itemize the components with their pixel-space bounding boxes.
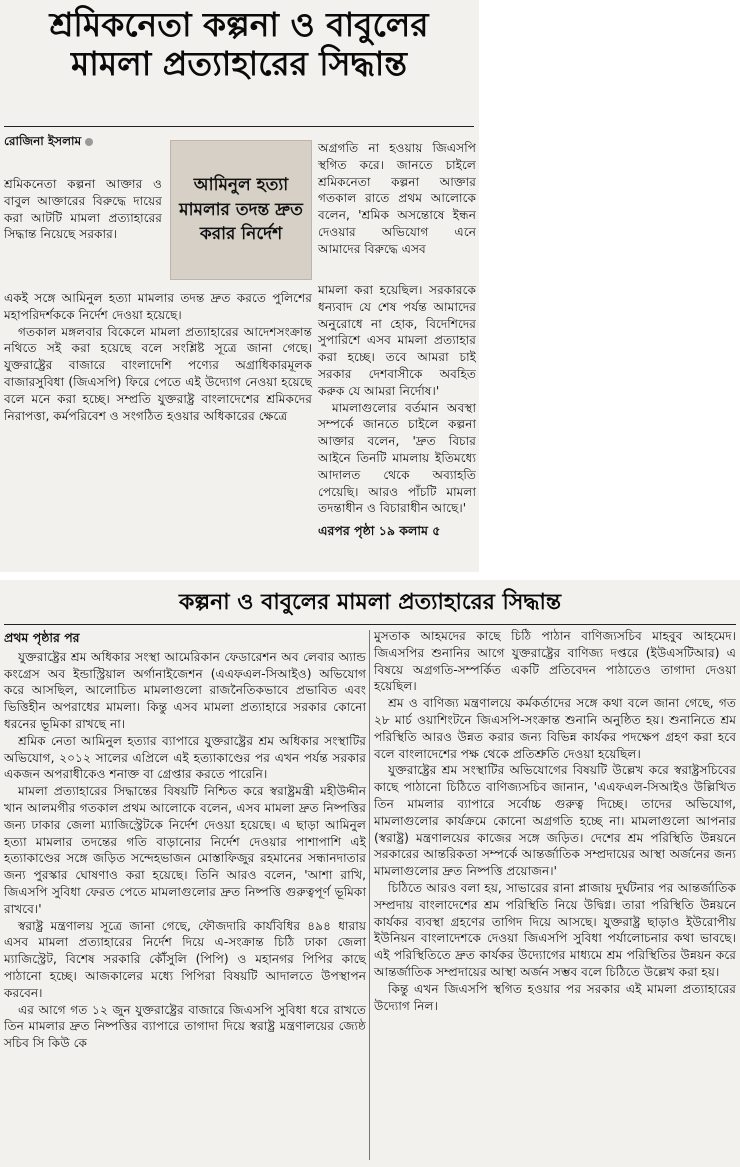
front-page-clipping [0,0,479,572]
continuation-headline: কল্পনা ও বাবুলের মামলা প্রত্যাহারের সিদ্ধান্ত [178,590,562,615]
paragraph: স্বরাষ্ট্র মন্ত্রণালয় সূত্রে জানা গেছে, ফৌজদারি কার্যবিধির ৪৯৪ ধারায় এসব মামলা প্রত্যাহারের নির্দেশ দিয়ে এ-সংক্রান্ত চিঠি ঢাকা জেলা ম্যাজিস্ট্রেট, বিশেষ সরকারি কৌঁসুলি (পিপি) ও মহানগর পিপির কাছে পাঠানো হচ্ছে। আজকালের মধ্যে পিপিরা বিষয়টি আদালতে উপস্থাপন করবেন। [4,918,366,1000]
byline-dot-icon [85,138,93,146]
paragraph: যুক্তরাষ্ট্রের শ্রম সংস্থাটির অভিযোগের বিষয়টি উল্লেখ করে স্বরাষ্ট্রসচিবের কাছে পাঠানো চিঠিতে বাণিজ্যসচিব জানান, 'এএফএল-সিআইও উল্লিখিত তিন মামলার ব্যাপারে সর্বোচ্চ গুরুত্ব দিচ্ছে। তাদের অভিযোগ, মামলাগুলোর কার্যক্রমে কোনো অগ্রগতি হচ্ছে না। মামলাগুলো আপনার (স্বরাষ্ট্র) মন্ত্রণালয়ের কাজের সঙ্গে জড়িত। দেশের শ্রম পরিস্থিতি উন্নয়নে সরকারের আন্তরিকতা সম্পর্কে আন্তর্জাতিক সম্প্রদায়ের আস্থা অর্জনের জন্য মামলাগুলোর দ্রুত নিষ্পত্তি প্রয়োজন।' [374,763,736,879]
paragraph: শ্রমিক নেতা আমিনুল হত্যার ব্যাপারে যুক্তরাষ্ট্রের শ্রম অধিকার সংস্থাটির অভিযোগ, ২০১২ সালের এপ্রিলে এই হত্যাকাণ্ডের পর এখন পর্যন্ত সরকার একজন অপরাধীকেও শনাক্ত বা গ্রেপ্তার করতে পারেনি। [4,733,366,782]
front-col-right-bottom [318,282,476,540]
byline [4,133,93,153]
continuation-col-right [374,628,736,1014]
paragraph: মামলা প্রত্যাহারের সিদ্ধান্তের বিষয়টি নিশ্চিত করে স্বরাষ্ট্রমন্ত্রী মহীউদ্দীন খান আলমগীর গতকাল প্রথম আলোকে বলেন, এসব মামলা দ্রুত নিষ্পত্তির জন্য ঢাকার জেলা ম্যাজিস্ট্রেটকে নির্দেশ দেওয়া হয়েছে। এ ছাড়া আমিনুল হত্যা মামলার তদন্তের গতি বাড়ানোর নির্দেশ দেওয়ার পাশাপাশি এই হত্যাকাণ্ডের সঙ্গে জড়িত সন্দেহভাজন মোস্তাফিজুর রহমানের সন্ধানদাতার জন্য পুরস্কার ঘোষণাও করা হয়েছে। তিনি আরও বলেন, 'আশা রাখি, জিএসপি সুবিধা ফেরত পেতে মামলাগুলোর দ্রুত নিষ্পত্তি গুরুত্বপূর্ণ ভূমিকা রাখবে।' [4,784,366,916]
paragraph: একই সঙ্গে আমিনুল হত্যা মামলার তদন্ত দ্রুত করতে পুলিশের মহাপরিদর্শককে নির্দেশ দেওয়া হয়েছে। [4,291,312,322]
pull-quote-box [170,140,312,280]
paragraph: এর আগে গত ১২ জুন যুক্তরাষ্ট্রের বাজারে জিএসপি সুবিধা ধরে রাখতে তিন মামলার দ্রুত নিষ্পত্তির ব্যাপারে তাগাদা দিয়ে স্বরাষ্ট্র মন্ত্রণালয়ের জ্যেষ্ঠ সচিব সি কিউ কে [4,1002,366,1051]
paragraph: গতকাল মঙ্গলবার বিকেলে মামলা প্রত্যাহারের আদেশসংক্রান্ত নথিতে সই করা হয়েছে বলে সংশ্লিষ্ট সূত্রে জানা গেছে। যুক্তরাষ্ট্রের বাজারে বাংলাদেশি পণ্যের অগ্রাধিকারমূলক বাজারসুবিধা (জিএসপি) ফিরে পেতে এই উদ্যোগ নেওয়া হয়েছে বলে মনে করা হচ্ছে। সম্প্রতি যুক্তরাষ্ট্র বাংলাদেশের শ্রমিকদের নিরাপত্তা, কর্মপরিবেশ ও সংগঠিত হওয়ার অধিকারের ক্ষেত্রে [4,324,312,423]
continuation-clipping [0,580,740,1167]
front-col-right-top [318,140,476,258]
paragraph: মামলাগুলোর বর্তমান অবস্থা সম্পর্কে জানতে চাইলে কল্পনা আক্তার বলেন, 'দ্রুত বিচার আইনে তিনটি মামলায় ইতিমধ্যে আদালত থেকে অব্যাহতি পেয়েছি। আরও পাঁচটি মামলা তদন্তাধীন ও বিচারাধীন আছে।' [318,400,476,516]
byline-author: রোজিনা ইসলাম [4,134,82,148]
paragraph: চিঠিতে আরও বলা হয়, সাভারের রানা প্লাজায় দুর্ঘটনার পর আন্তর্জাতিক সম্প্রদায় বাংলাদেশের শ্রম পরিস্থিতি নিয়ে উদ্বিগ্ন। তারা পরিস্থিতি উন্নয়নে কার্যকর ব্যবস্থা গ্রহণের তাগিদ দিয়ে আসছে। যুক্তরাষ্ট্র ছাড়াও ইউরোপীয় ইউনিয়ন বাংলাদেশকে দেওয়া জিএসপি সুবিধা পর্যালোচনার কথা ভাবছে। এই পরিস্থিতিতে দ্রুত কার্যকর উদ্যোগের মাধ্যমে শ্রম পরিস্থিতির উন্নয়ন করে আন্তর্জাতিক সম্প্রদায়ের আস্থা অর্জন সম্ভব বলে চিঠিতে উল্লেখ করা হয়। [374,880,736,979]
front-page-headline: শ্রমিকনেতা কল্পনা ও বাবুলের মামলা প্রত্যাহারের সিদ্ধান্ত [49,5,429,83]
continued-on-label: এরপর পৃষ্ঠা ১৯ কলাম ৫ [318,523,441,539]
paragraph: শ্রম ও বাণিজ্য মন্ত্রণালয়ে কর্মকর্তাদের সঙ্গে কথা বলে জানা গেছে, গত ২৮ মার্চ ওয়াশিংটনে জিএসপি-সংক্রান্ত শুনানি অনুষ্ঠিত হয়। শুনানিতে শ্রম পরিস্থিতি আরও উন্নত করার জন্য বিভিন্ন কার্যকর পদক্ষেপ গ্রহণ করা হবে বলে বাংলাদেশের পক্ষ থেকে প্রতিশ্রুতি দেওয়া হয়েছিল। [374,696,736,761]
paragraph: কিন্তু এখন জিএসপি স্থগিত হওয়ার পর সরকার এই মামলা প্রত্যাহারের উদ্যোগ নিল। [374,981,736,1013]
paragraph: অগ্রগতি না হওয়ায় জিএসপি স্থগিত করে। জানতে চাইলে শ্রমিকনেতা কল্পনা আক্তার গতকাল রাতে প্রথম আলোকে বলেন, 'শ্রমিক অসন্তোষে ইন্ধন দেওয়ার অভিযোগ এনে আমাদের বিরুদ্ধে এসব [318,141,476,256]
continuation-col-left [4,630,366,1052]
pull-quote-text: আমিনুল হত্যা মামলার তদন্ত দ্রুত করার নির্দেশ [179,175,303,245]
column-divider [369,630,370,1160]
front-col-left-top [4,176,162,243]
paragraph: মামলা করা হয়েছিল। সরকারকে ধন্যবাদ যে শেষ পর্যন্ত আমাদের অনুরোধে না হোক, বিদেশিদের সুপারিশে এসব মামলা প্রত্যাহার করা হচ্ছে। তবে আমরা চাই সরকার দেশবাসীকে অবহিত করুক যে আমরা নির্দোষ।' [318,283,476,398]
headline-divider [4,624,736,625]
paragraph: শ্রমিকনেতা কল্পনা আক্তার ও বাবুল আক্তারের বিরুদ্ধে দায়ের করা আটটি মামলা প্রত্যাহারের সিদ্ধান্ত নিয়েছে সরকার। [4,177,162,242]
front-col-left-bottom [4,290,312,424]
paragraph: যুক্তরাষ্ট্রের শ্রম অধিকার সংস্থা আমেরিকান ফেডারেশন অব লেবার অ্যান্ড কংগ্রেস অব ইন্ডাস্ট্রিয়াল অর্গানাইজেশন (এএফএল-সিআইও) অভিযোগ করে আসছিল, আলোচিত মামলাগুলো রাজনৈতিকভাবে প্রভাবিত এবং ভিত্তিহীন অপরাধের মামলা। কিন্তু এসব মামলা প্রত্যাহারে সরকার কোনো ধরনের ভূমিকা রাখছে না। [4,649,366,731]
paragraph: মুসতাক আহমদের কাছে চিঠি পাঠান বাণিজ্যসচিব মাহবুব আহমেদ। জিএসপির শুনানির আগে যুক্তরাষ্ট্রের বাণিজ্য দপ্তরে (ইউএসটিআর) এ বিষয়ে অগ্রগতি-সম্পর্কিত একটি প্রতিবেদন পাঠাতেও তাগাদা দেওয়া হয়েছিল। [374,629,736,694]
continued-from-label: প্রথম পৃষ্ঠার পর [4,630,80,645]
headline-divider [4,126,474,127]
